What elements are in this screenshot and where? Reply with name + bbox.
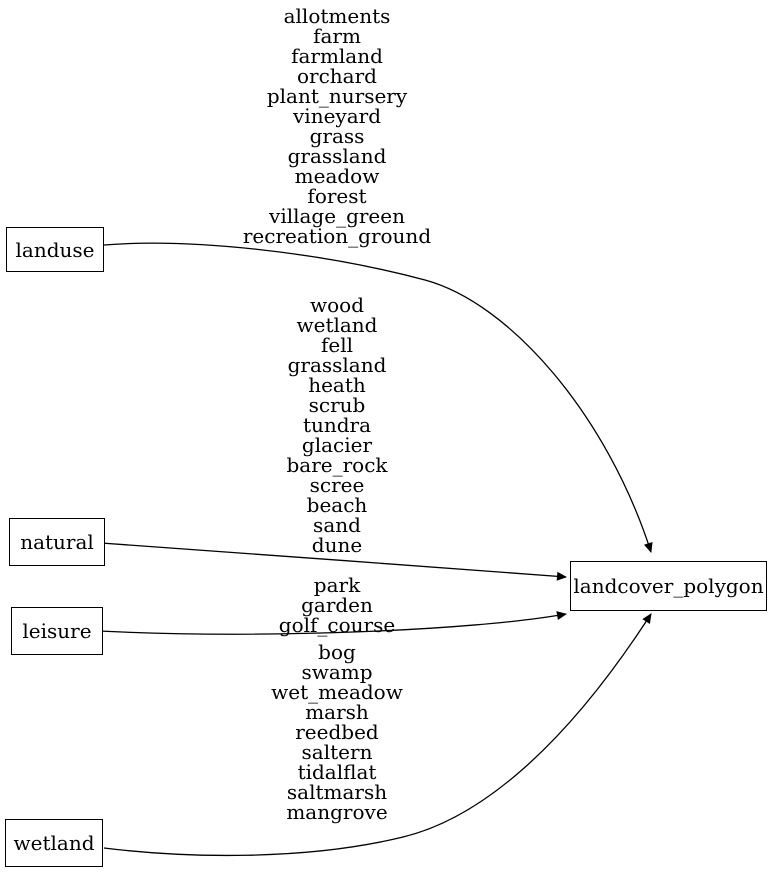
edge-label-line: saltern [301,740,373,764]
node-natural-label: natural [20,530,94,554]
edge-values-leisure [279,575,395,635]
edge-label-line: wood [309,293,365,317]
edge-label-line: grass [309,124,365,148]
edge-label-line: wetland [296,313,378,337]
edge-label-line: tundra [302,413,372,437]
node-wetland [5,819,103,867]
edge-label-line: reedbed [295,720,379,744]
edge-label-line: village_green [269,204,405,228]
edge-label-line: swamp [301,660,373,684]
edge-values-wetland [271,642,403,822]
edge-label-line: garden [301,593,373,617]
edge-label-line: sand [313,513,361,537]
edge-label-line: scrub [308,393,366,417]
edge-label-line: farmland [291,44,383,68]
edge-label-line: fell [320,333,354,357]
edge-label-line: saltmarsh [286,780,388,804]
edge-label-line: mangrove [286,800,388,824]
edge-label-line: golf_course [278,613,396,637]
node-leisure [11,607,103,655]
edge-label-line: grassland [287,144,387,168]
node-landuse [6,227,104,272]
node-leisure-label: leisure [22,619,92,643]
edge-label-line: plant_nursery [266,84,408,108]
node-landcover-polygon [570,561,767,611]
edge-label-line: orchard [297,64,377,88]
edge-label-line: wet_meadow [271,680,403,704]
edge-label-line: bog [318,640,356,664]
edge-label-line: allotments [283,4,391,28]
edge-label-line: park [313,573,361,597]
edge-label-line: farm [313,24,361,48]
node-landuse-label: landuse [15,237,95,262]
edge-label-line: heath [308,373,366,397]
edge-label-line: beach [306,493,368,517]
node-natural [9,518,105,566]
edge-values-landuse [243,6,431,246]
node-wetland-label: wetland [13,831,95,855]
edge-label-line: recreation_ground [242,224,432,248]
edge-label-line: glacier [301,433,373,457]
edge-label-line: meadow [294,164,380,188]
edge-label-line: bare_rock [286,453,388,477]
edge-values-natural [286,295,387,555]
edge-label-line: grassland [287,353,387,377]
edge-label-line: forest [307,184,367,208]
edge-label-line: dune [311,533,363,557]
edge-label-line: tidalflat [297,760,377,784]
edge-label-line: marsh [305,700,369,724]
edge-label-line: scree [309,473,365,497]
node-landcover-polygon-label: landcover_polygon [573,574,764,598]
edge-label-line: vineyard [293,104,381,128]
